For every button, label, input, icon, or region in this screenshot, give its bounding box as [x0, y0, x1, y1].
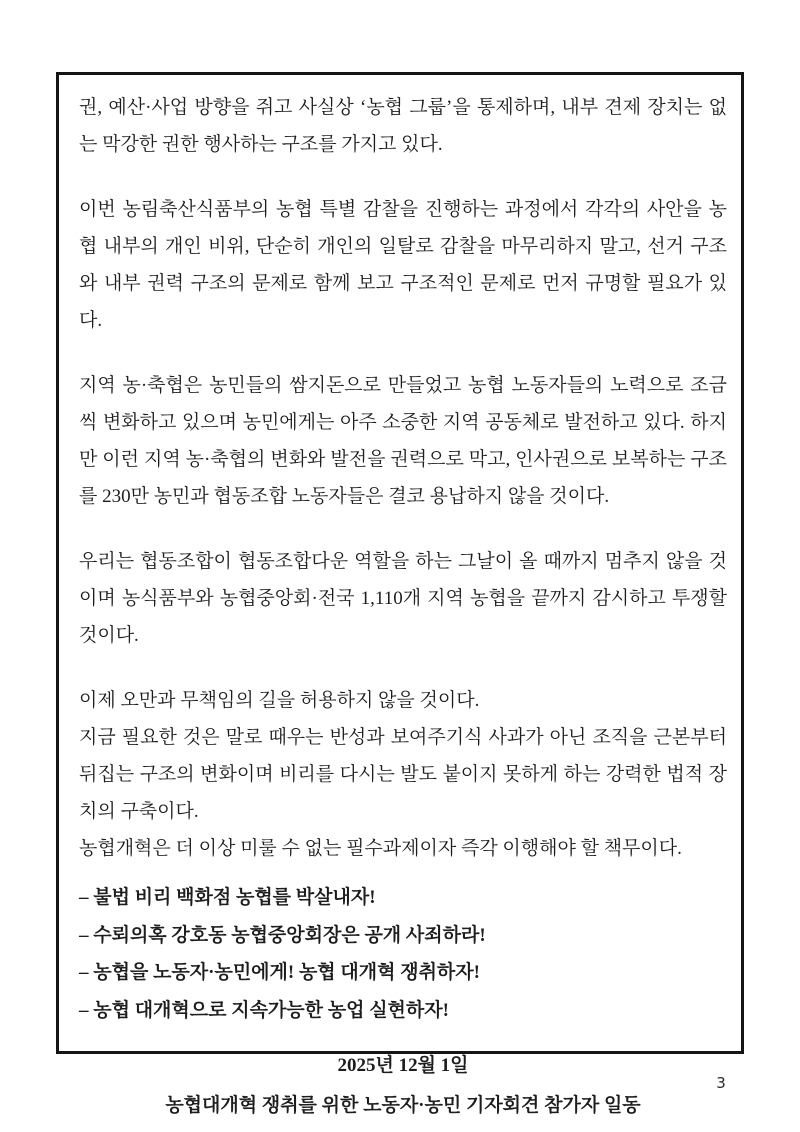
- slogan-line: – 농협 대개혁으로 지속가능한 농업 실현하자!: [79, 999, 449, 1021]
- closing-line: 농협개혁은 더 이상 미룰 수 없는 필수과제이자 즉각 이행해야 할 책무이다.: [79, 838, 682, 859]
- body-paragraph: 우리는 협동조합이 협동조합다운 역할을 하는 그날이 올 때까지 멈추지 않을 것이며 농식품부와 농협중앙회·전국 1,110개 지역 농협을 끝까지 감시하고 투쟁할 것이다.: [79, 551, 727, 646]
- slogan-list: [79, 879, 727, 1029]
- body-paragraph: 이번 농림축산식품부의 농협 특별 감찰을 진행하는 과정에서 각각의 사안을 농협 내부의 개인 비위, 단순히 개인의 일탈로 감찰을 마무리하지 말고, 선거 구조와 내부 권력 구조의 문제로 함께 보고 구조적인 문제로 먼저 규명할 필요가 있다.: [79, 199, 727, 331]
- slogan-line: – 수뢰의혹 강호동 농협중앙회장은 공개 사죄하라!: [79, 924, 486, 946]
- page-number: 3: [716, 1074, 726, 1092]
- body-paragraphs: [79, 89, 727, 654]
- closing-line: 이제 오만과 무책임의 길을 허용하지 않을 것이다.: [79, 690, 480, 711]
- body-paragraph: 권, 예산·사업 방향을 쥐고 사실상 ‘농협 그룹’을 통제하며, 내부 견제 장치는 없는 막강한 권한 행사하는 구조를 가지고 있다.: [79, 97, 727, 155]
- signature-line: 농협대개혁 쟁취를 위한 노동자·농민 기자회견 참가자 일동: [165, 1095, 641, 1116]
- slogan-line: – 불법 비리 백화점 농협를 박살내자!: [79, 887, 376, 908]
- document-border-box: [56, 72, 744, 1116]
- date-line: 2025년 12월 1일: [337, 1055, 469, 1076]
- closing-lines: [79, 682, 727, 867]
- body-paragraph: 지역 농·축협은 농민들의 쌈지돈으로 만들었고 농협 노동자들의 노력으로 조금씩 변화하고 있으며 농민에게는 아주 소중한 지역 공동체로 발전하고 있다. 하지만 이런 지역 농·축협의 변화와 발전을 권력으로 막고, 인사권으로 보복하는 구조를 230만 농민과 협동조합 노동자들은 결코 용납하지 않을 것이다.: [79, 375, 727, 507]
- slogan-line: – 농협을 노동자·농민에게! 농협 대개혁 쟁취하자!: [79, 962, 480, 983]
- closing-line: 지금 필요한 것은 말로 때우는 반성과 보여주기식 사과가 아닌 조직을 근본부터 뒤집는 구조의 변화이며 비리를 다시는 발도 붙이지 못하게 하는 강력한 법적 장치의 구축이다.: [79, 727, 727, 822]
